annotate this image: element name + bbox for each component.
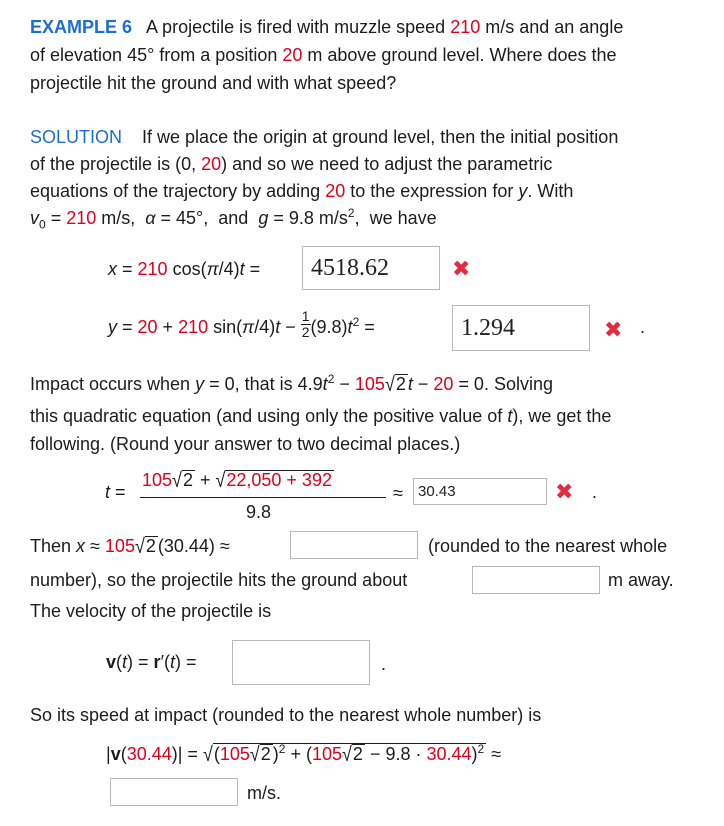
example-line-3: projectile hit the ground and with what speed?	[30, 73, 397, 93]
example-line-1: EXAMPLE 6 A projectile is fired with muzzle speed 210 m/s and an angle	[30, 17, 624, 37]
velocity-equation: v(t) = r′(t) =	[106, 652, 197, 672]
example-line-2: of elevation 45° from a position 20 m above ground level. Where does the	[30, 45, 617, 65]
solution-line-3: equations of the trajectory by adding 20 to the expression for y. With	[30, 181, 574, 201]
y-equation: y = 20 + 210 sin(π/4)t − $\frac{1}{2}$ $(9.8)t^2$ =	[108, 307, 375, 340]
t-label: t =	[105, 482, 126, 502]
x-answer-input[interactable]: 4518.62	[302, 246, 440, 290]
speed-input[interactable]	[110, 778, 238, 806]
then-line-2: number), so the projectile hits the ground about	[30, 570, 408, 590]
x-impact-input[interactable]	[290, 531, 418, 559]
impact-line-3: following. (Round your answer to two decimal places.)	[30, 434, 461, 454]
speed-equation: |v(30.44)| = √(105√2 )$^2 + (105√2 - 9.8 \cdot 30.44)^2$ ≈	[106, 742, 502, 766]
t-numerator: 105√2 + √22,050 + 392	[142, 468, 332, 492]
speed-line: So its speed at impact (rounded to the nearest whole number) is	[30, 705, 542, 725]
incorrect-x-icon: ✖	[452, 256, 471, 281]
example-label: EXAMPLE 6	[30, 17, 133, 37]
distance-units: m away.	[608, 570, 674, 590]
y-answer-input[interactable]: 1.294	[452, 305, 590, 351]
then-line-1: Then x ≈ 105√2 (30.44) ≈	[30, 534, 230, 558]
distance-input[interactable]	[472, 566, 600, 594]
x-equation: x = 210 cos(π/4)t =	[108, 259, 261, 279]
velocity-input[interactable]	[232, 640, 370, 685]
solution-line-1: SOLUTION If we place the origin at ground level, then the initial position	[30, 127, 619, 147]
incorrect-t-icon: ✖	[555, 479, 574, 504]
then-line-3: The velocity of the projectile is	[30, 601, 272, 621]
impact-line-2: this quadratic equation (and using only the positive value of t), we get the	[30, 406, 612, 426]
impact-line-1: Impact occurs when y = 0, that is $4.9t^2 - 105√2$ t − 20 = 0. Solving	[30, 372, 553, 396]
solution-line-4: $v_0 = 210$ m/s, α = 45°, and g = 9.8 $m/s^2$, we have	[30, 206, 437, 232]
t-fraction-bar	[140, 497, 386, 498]
rounding-hint: (rounded to the nearest whole	[428, 536, 668, 556]
solution-label: SOLUTION	[30, 127, 123, 147]
t-denominator: 9.8	[246, 502, 272, 522]
t-answer-input[interactable]: 30.43	[413, 478, 547, 505]
speed-units: m/s.	[247, 783, 281, 803]
solution-line-2: of the projectile is (0, 20) and so we need to adjust the parametric	[30, 154, 553, 174]
incorrect-y-icon: ✖	[604, 317, 623, 342]
